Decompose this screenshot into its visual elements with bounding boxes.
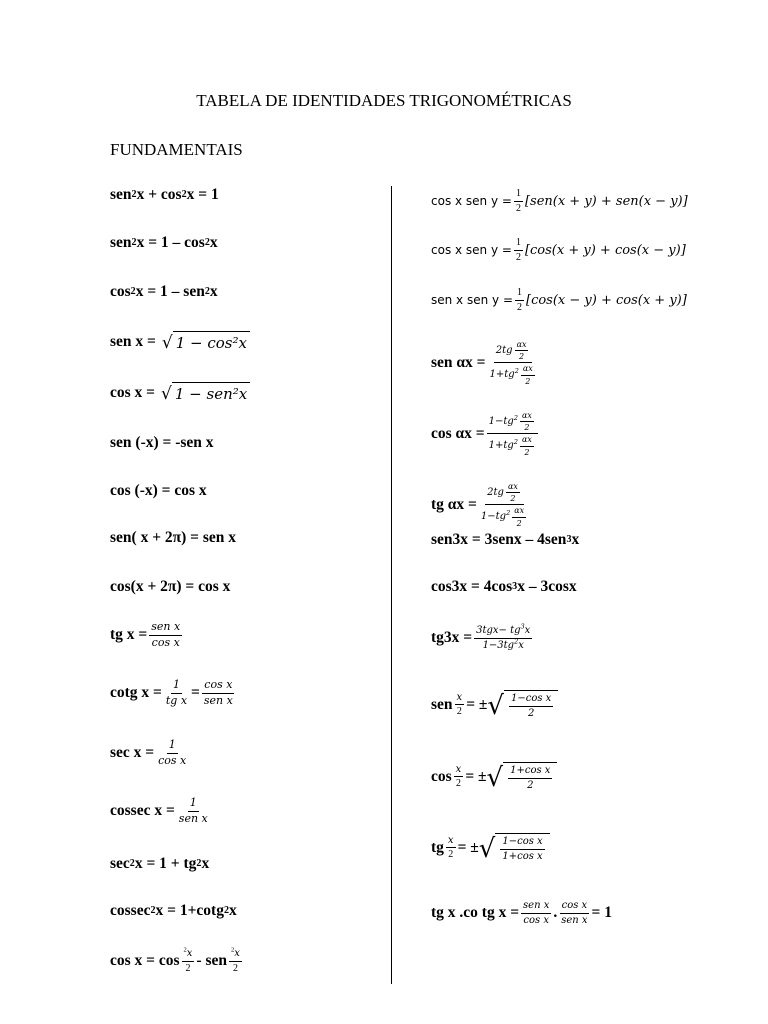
- identity-sen-period: sen( x + 2π) = sen x: [110, 529, 237, 546]
- fraction: $\frac{^2x}{2}$: [231, 946, 240, 974]
- square-root: √ $\frac{\text{1−cos x}}{\text{1+cos x}}$: [479, 833, 550, 862]
- identity-tg-triple: tg3x = $\frac{3tgx- tg^3x}{1-3tg^2x}$: [431, 622, 531, 651]
- product-cos-sen-2: cos x sen y = $\frac{1}{2}$ [cos(x + y) + cos(x − y)]: [431, 237, 686, 263]
- identity-cos-half-angle: cos x = cos $\frac{^2x}{2}$ - sen $\frac{^2x}{2}$: [110, 946, 240, 974]
- fraction: $\frac{\text{cos x}}{\text{sen x}}$: [561, 900, 588, 926]
- section-heading: FUNDAMENTAIS: [110, 140, 243, 159]
- square-root: √ 1 − cos²x: [162, 331, 250, 352]
- fraction: $\frac{1}{2}$: [515, 188, 521, 214]
- fraction: $\frac{\text{cos x}}{\text{sen x}}$: [203, 678, 233, 707]
- fraction: $\frac{\text{sen x}}{\text{cos x}}$: [523, 900, 550, 926]
- fraction: $\frac{\text{1−cos x}}{\text{1+cos x}}$: [502, 836, 543, 862]
- identity-cos-triple: cos3x = 4cos 3 x – 3cosx: [431, 578, 577, 595]
- identity-cos-period: cos(x + 2π) = cos x: [110, 578, 231, 595]
- identity-cotg: cotg x = $\frac{1}{\text{tg x}}$ = $\frac{\text{cos x}}{\text{sen x}}$: [110, 678, 233, 707]
- identity-cos-half: cos $\frac{x}{2}$ = ± √ $\frac{\text{1+cos x}}{2}$: [431, 762, 557, 791]
- identity-sen-alpha: sen αx = 2tg $\frac{\alpha x}{2}$ $1+tg^2$ $\frac{\alpha x}{2}$: [431, 340, 541, 386]
- identity-cos-squared: cos 2 x = 1 – sen 2 x: [110, 283, 218, 300]
- fraction: $\frac{3tgx- tg^3x}{1-3tg^2x}$: [476, 622, 531, 651]
- fraction: $\frac{\text{sen x}}{\text{cos x}}$: [151, 620, 181, 649]
- identity-cossec: cossec x = $\frac{1}{\text{sen x}}$: [110, 796, 208, 825]
- fraction: $\frac{1}{\text{sen x}}$: [178, 796, 208, 825]
- fraction: $\frac{x}{2}$: [447, 834, 454, 860]
- square-root: √ $\frac{\text{1−cos x}}{2}$: [487, 690, 558, 719]
- identity-tg-alpha: tg αx = 2tg $\frac{\alpha x}{2}$ $1-tg^2$ $\frac{\alpha x}{2}$: [431, 482, 532, 528]
- identity-sen-negative: sen (-x) = -sen x: [110, 434, 214, 451]
- identity-cossec-squared: cossec 2 x = 1+cotg 2 x: [110, 902, 237, 919]
- identity-pythagorean: sen 2 x + cos 2 x = 1: [110, 186, 219, 203]
- fraction: 2tg $\frac{\alpha x}{2}$ $1+tg^2$ $\frac{\alpha x}{2}$: [489, 340, 533, 386]
- fraction: $\frac{1}{2}$: [517, 287, 522, 313]
- fraction: $\frac{1}{\text{tg x}}$: [165, 678, 188, 707]
- fraction: $\frac{^2x}{2}$: [183, 946, 193, 974]
- identity-cos-alpha: cos αx = $1-tg^2$ $\frac{\alpha x}{2}$ $1+tg^2$ $\frac{\alpha x}{2}$: [431, 411, 540, 457]
- identity-tg-half: tg $\frac{x}{2}$ = ± √ $\frac{\text{1−cos x}}{\text{1+cos x}}$: [431, 833, 550, 862]
- fraction: $\frac{1}{\text{cos x}}$: [158, 738, 187, 767]
- fraction: $\frac{1}{2}$: [515, 237, 521, 263]
- identity-tg: tg x = $\frac{\text{sen x}}{\text{cos x}}$: [110, 620, 181, 649]
- identity-cos-negative: cos (-x) = cos x: [110, 482, 207, 499]
- identity-cos-root: cos x = √ 1 − sen²x: [110, 382, 250, 403]
- identity-sec: sec x = $\frac{1}{\text{cos x}}$: [110, 738, 187, 767]
- identity-sen-half: sen $\frac{x}{2}$ = ± √ $\frac{\text{1−cos x}}{2}$: [431, 690, 558, 719]
- page-title: TABELA DE IDENTIDADES TRIGONOMÉTRICAS: [196, 91, 572, 110]
- square-root: √ $\frac{\text{1+cos x}}{2}$: [487, 762, 558, 791]
- identity-sen-root: sen x = √ 1 − cos²x: [110, 331, 250, 352]
- identity-sec-squared: sec 2 x = 1 + tg 2 x: [110, 855, 210, 872]
- product-cos-sen-1: cos x sen y = $\frac{1}{2}$ [sen(x + y) + sen(x − y)]: [431, 188, 688, 214]
- square-root: √ 1 − sen²x: [161, 382, 250, 403]
- product-sen-sen: sen x sen y = $\frac{1}{2}$ [cos(x − y) + cos(x + y)]: [431, 287, 687, 313]
- identity-sen-triple: sen3x = 3senx – 4sen 3 x: [431, 531, 580, 548]
- fraction: $\frac{\text{1−cos x}}{2}$: [510, 693, 552, 719]
- fraction: 2tg $\frac{\alpha x}{2}$ $1-tg^2$ $\frac{\alpha x}{2}$: [480, 482, 525, 528]
- column-divider: [391, 186, 392, 984]
- fraction: $\frac{\text{1+cos x}}{2}$: [510, 765, 551, 791]
- identity-tg-cotg-product: tg x .co tg x = $\frac{\text{sen x}}{\text{cos x}}$ . $\frac{\text{cos x}}{\text{sen x}}$ = 1: [431, 900, 613, 926]
- fraction: $\frac{x}{2}$: [455, 763, 462, 789]
- fraction: $\frac{x}{2}$: [456, 691, 463, 717]
- fraction: $1-tg^2$ $\frac{\alpha x}{2}$ $1+tg^2$ $\frac{\alpha x}{2}$: [487, 411, 538, 457]
- identity-sen-squared: sen 2 x = 1 – cos 2 x: [110, 234, 218, 251]
